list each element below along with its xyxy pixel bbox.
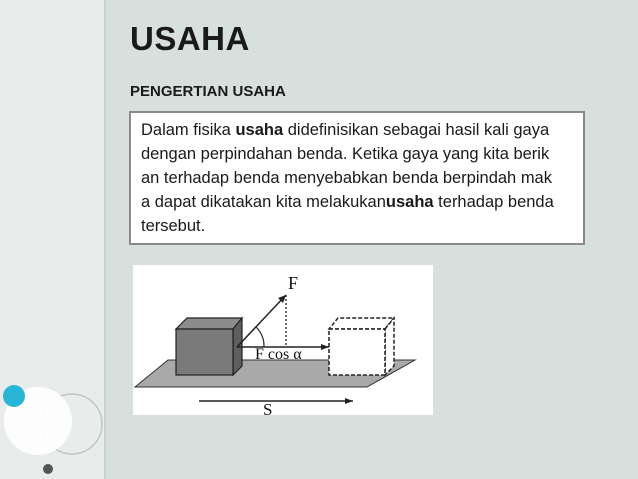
text-run: terhadap benda — [433, 193, 554, 211]
dark-dot — [43, 464, 53, 474]
text-run: Dalam fisika — [141, 121, 236, 139]
definition-line — [141, 191, 554, 213]
definition-line: tersebut. — [141, 217, 206, 235]
dashed-box — [329, 318, 394, 375]
text-run: didefinisikan sebagai hasil kali gaya — [283, 121, 550, 139]
slide-title: USAHA — [130, 20, 250, 57]
component-label: F cos α — [255, 346, 302, 363]
keyword-usaha: usaha — [385, 193, 434, 211]
definition-line: an terhadap benda menyebabkan benda berpindah mak — [141, 169, 552, 187]
work-diagram — [133, 265, 433, 415]
definition-line — [141, 119, 549, 141]
decorative-circles — [0, 369, 110, 479]
displacement-label: S — [263, 400, 273, 415]
definition-box — [129, 111, 585, 245]
text-run: a dapat dikatakan kita melakukan — [141, 193, 386, 211]
solid-box — [176, 318, 242, 375]
accent-circle — [3, 385, 25, 407]
slide-subtitle: PENGERTIAN USAHA — [130, 83, 286, 100]
force-label: F — [288, 273, 299, 293]
keyword-usaha: usaha — [235, 121, 284, 139]
definition-line: dengan perpindahan benda. Ketika gaya yang kita berik — [141, 145, 550, 163]
